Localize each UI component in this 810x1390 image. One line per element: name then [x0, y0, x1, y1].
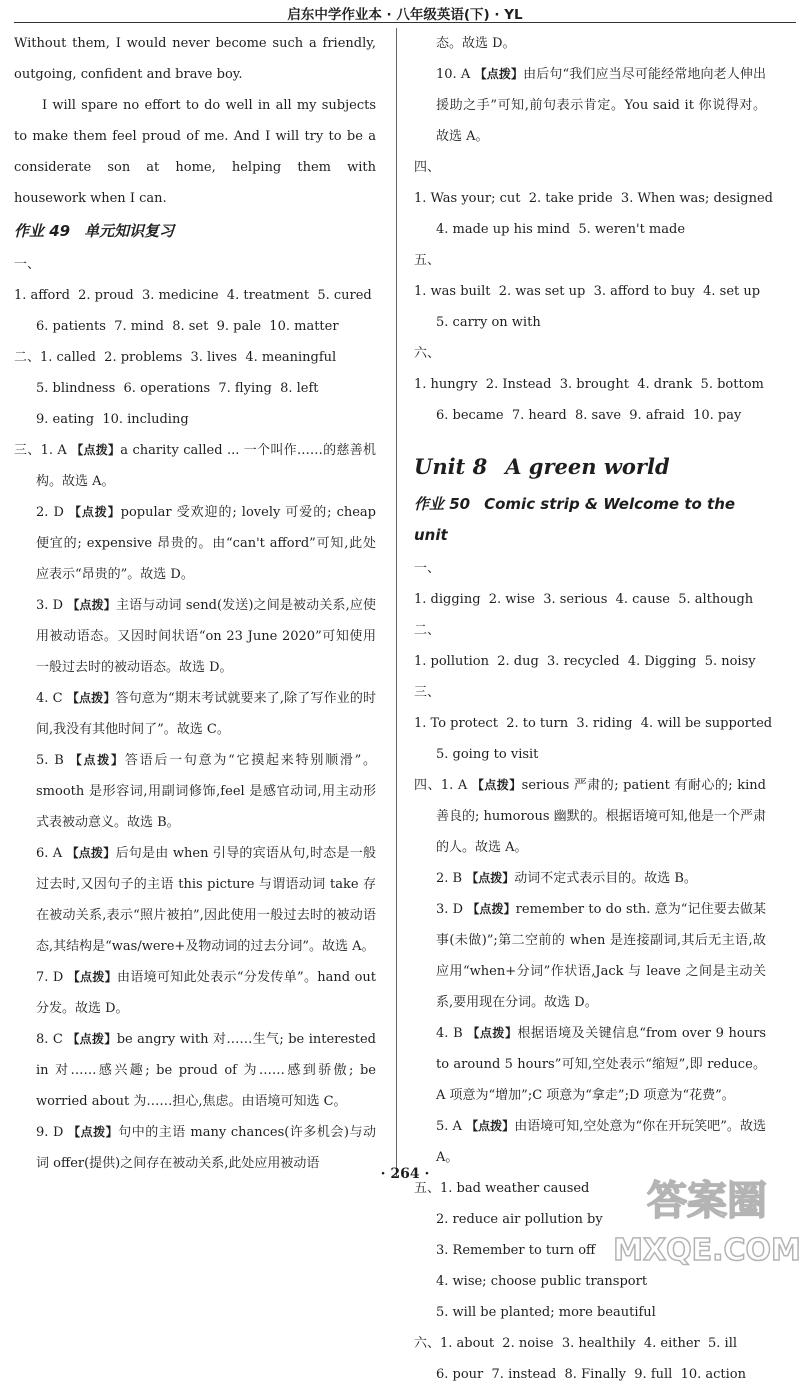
- answer-line: 3. Remember to turn off: [436, 1243, 596, 1258]
- explanation-item: [414, 863, 766, 894]
- column-divider: [396, 28, 397, 1176]
- item-text: be angry with 对……生气; be interested in 对……感兴趣; be proud of 为……感到骄傲; be worried about 为……担心,焦虑。由语境可知选 C。: [36, 1032, 376, 1109]
- homework-title: Comic strip & Welcome to the unit: [414, 495, 736, 544]
- answer-line: 5. will be planted; more beautiful: [436, 1305, 656, 1320]
- running-header: 启东中学作业本 · 八年级英语(下) · YL: [287, 7, 523, 23]
- hint-tag: 【点拨】: [471, 778, 522, 792]
- section-4: [414, 152, 774, 245]
- section-lead: 四、: [414, 160, 441, 175]
- answer-line: 2. reduce air pollution by: [436, 1212, 603, 1227]
- item-number: 3. D: [36, 598, 64, 613]
- answer-line: 1. pollution 2. dug 3. recycled 4. Digging 5. noisy: [414, 654, 756, 669]
- item-number: 3. D: [436, 902, 464, 917]
- answer-line: 6. patients 7. mind 8. set 9. pale 10. matter: [36, 319, 339, 334]
- item-number: 5. B: [36, 753, 64, 768]
- unit-heading: [414, 451, 766, 483]
- essay-paragraph-2: I will spare no effort to do well in all my subjects to make them feel proud of me. And I will try to be a considerate son at home, helping them with housework when I can.: [14, 98, 376, 206]
- hint-tag: 【点拨】: [68, 505, 121, 519]
- homework-number: 作业 49: [14, 222, 71, 240]
- item-text: 由语境可知此处表示“分发传单”。hand out 分发。故选 D。: [36, 970, 376, 1016]
- hint-tag: 【点拨】: [466, 871, 515, 885]
- essay-paragraph-1: Without them, I would never become such a friendly, outgoing, confident and brave boy.: [14, 36, 376, 82]
- item-text: 句中的主语 many chances(许多机会)与动词 offer(提供)之间存在被动关系,此处应用被动语: [36, 1125, 377, 1171]
- item-number: 6. A: [36, 846, 63, 861]
- item-number: 4. B: [436, 1026, 463, 1041]
- section-lead: 三、: [414, 685, 441, 700]
- item-number: 10. A: [436, 67, 471, 82]
- section-b6: [414, 1328, 766, 1390]
- answer-line: 1. digging 2. wise 3. serious 4. cause 5. although: [414, 592, 754, 607]
- answer-line: 1. called 2. problems 3. lives 4. meaningful: [40, 350, 337, 365]
- item-number: 5. A: [436, 1119, 462, 1134]
- section-1: [14, 249, 376, 342]
- section-lead: 一、: [414, 561, 441, 576]
- answer-line: 1. To protect 2. to turn 3. riding 4. will be supported: [414, 716, 773, 731]
- section-b4: [414, 770, 766, 1173]
- answer-line: 9. eating 10. including: [36, 412, 189, 427]
- item-text: 答句意为“期末考试就要来了,除了写作业的时间,我没有其他时间了”。故选 C。: [36, 691, 376, 737]
- hint-tag: 【点拨】: [467, 1026, 518, 1040]
- explanation-item: [14, 497, 376, 590]
- answer-line: 1. Was your; cut 2. take pride 3. When was; designed: [414, 191, 774, 206]
- left-column: [14, 28, 376, 1179]
- answer-line: 1. was built 2. was set up 3. afford to buy 4. set up: [414, 284, 761, 299]
- explanation-item: [14, 962, 376, 1024]
- unit-number: Unit 8: [414, 454, 488, 479]
- explanation-item: [414, 1018, 766, 1111]
- item-text: 答语后一句意为“它摸起来特别顺滑”。smooth 是形容词,用副词修饰,feel 是感官动词,用主动形式表被动意义。故选 B。: [36, 753, 377, 830]
- item-text: 后句是由 when 引导的宾语从句,时态是一般过去时,又因句子的主语 this picture 与谓语动词 take 存在被动关系,表示“照片被拍”,因此使用一般过去时的被动语态,其结构是“was/were+及物动词的过去分词”。故选 A。: [36, 846, 376, 954]
- section-lead: 二、: [14, 350, 41, 365]
- explanation-item: [14, 435, 376, 497]
- section-lead: 三、: [14, 443, 41, 458]
- homework-49-heading: [14, 216, 376, 247]
- section-lead: 六、: [414, 346, 441, 361]
- section-6: [414, 338, 766, 431]
- item-text: 动词不定式表示目的。故选 B。: [514, 871, 697, 886]
- answer-line: 1. bad weather caused: [440, 1181, 590, 1196]
- item-text: popular 受欢迎的; lovely 可爱的; cheap 便宜的; expensive 昂贵的。由“can't afford”可知,此处应表示“昂贵的”。故选 D。: [36, 505, 376, 582]
- item-number: 7. D: [36, 970, 64, 985]
- section-b1: [414, 553, 766, 615]
- page-number: · 264 ·: [380, 1166, 430, 1182]
- header-rule: [14, 22, 796, 23]
- hint-tag: 【点拨】: [467, 902, 516, 916]
- section-lead: 一、: [14, 257, 41, 272]
- item-number: 1. A: [440, 778, 468, 793]
- item-text: 主语与动词 send(发送)之间是被动关系,应使用被动语态。又因时间状语“on 23 June 2020”可知使用一般过去时的被动语态。故选 D。: [36, 598, 376, 675]
- explanation-item: [414, 770, 766, 863]
- item-text: remember to do sth. 意为“记住要去做某事(未做)”;第二空前的 when 是连接副词,其后无主语,故应用“when+分词”作状语,Jack 与 leave 之间是主动关系,要用现在分词。故选 D。: [436, 902, 766, 1010]
- hint-tag: 【点拨】: [66, 691, 116, 705]
- section-3: [14, 435, 376, 1179]
- hint-tag: 【点拨】: [71, 443, 121, 457]
- item-text: 由后句“我们应当尽可能经常地向老人伸出援助之手”可知,前句表示肯定。You said it 你说得对。故选 A。: [436, 67, 766, 144]
- section-lead: 五、: [414, 253, 441, 268]
- explanation-item: [414, 59, 766, 152]
- section-5: [414, 245, 766, 338]
- explanation-item: [14, 683, 376, 745]
- answer-line: 1. hungry 2. Instead 3. brought 4. drank 5. bottom: [414, 377, 764, 392]
- unit-title: A green world: [505, 454, 670, 479]
- answer-line: 6. pour 7. instead 8. Finally 9. full 10. action: [436, 1367, 747, 1382]
- answer-line: 1. about 2. noise 3. healthily 4. either 5. ill: [440, 1336, 738, 1351]
- section-lead: 四、: [414, 778, 441, 793]
- item-text: a charity called ... 一个叫作……的慈善机构。故选 A。: [36, 443, 376, 489]
- answer-line: 5. carry on with: [436, 315, 541, 330]
- homework-title: 单元知识复习: [84, 222, 175, 240]
- answer-line: 6. became 7. heard 8. save 9. afraid 10. pay: [436, 408, 742, 423]
- explanation-item: [14, 838, 376, 962]
- watermark-logo: [612, 1164, 802, 1274]
- item-number: 4. C: [36, 691, 63, 706]
- section-lead: 六、: [414, 1336, 441, 1351]
- hint-tag: 【点拨】: [474, 67, 524, 81]
- section-b3: [414, 677, 773, 770]
- explanation-item: [14, 1024, 376, 1117]
- item-text: 根据语境及关键信息“from over 9 hours to around 5 hours”可知,空处表示“缩短”,即 reduce。A 项意为“增加”;C 项意为“拿走”;D 项意为“花费”。: [436, 1026, 767, 1103]
- section-lead: 五、: [414, 1181, 441, 1196]
- answer-line: 1. afford 2. proud 3. medicine 4. treatment 5. cured: [14, 288, 372, 303]
- continued-text: 态。故选 D。: [436, 36, 516, 51]
- watermark-line-1: 答案圈: [647, 1178, 767, 1224]
- hint-tag: 【点拨】: [67, 1032, 117, 1046]
- item-number: 8. C: [36, 1032, 63, 1047]
- hint-tag: 【点拨】: [69, 753, 125, 767]
- item-text: serious 严肃的; patient 有耐心的; kind 善良的; humorous 幽默的。根据语境可知,他是一个严肃的人。故选 A。: [436, 778, 766, 855]
- answer-line: 4. made up his mind 5. weren't made: [436, 222, 686, 237]
- explanation-item: [414, 894, 766, 1018]
- homework-number: 作业 50: [414, 495, 471, 513]
- hint-tag: 【点拨】: [66, 846, 116, 860]
- answer-line: 5. blindness 6. operations 7. flying 8. left: [36, 381, 319, 396]
- answer-line: 4. wise; choose public transport: [436, 1274, 648, 1289]
- item-number: 2. D: [36, 505, 64, 520]
- item-text: 由语境可知,空处意为“你在开玩笑吧”。故选 A。: [436, 1119, 766, 1165]
- hint-tag: 【点拨】: [68, 1125, 119, 1139]
- hint-tag: 【点拨】: [466, 1119, 515, 1133]
- hint-tag: 【点拨】: [67, 970, 117, 984]
- answer-line: 5. going to visit: [436, 747, 539, 762]
- explanation-item: [14, 745, 376, 838]
- section-2: [14, 342, 376, 435]
- item-number: 2. B: [436, 871, 463, 886]
- hint-tag: 【点拨】: [67, 598, 116, 612]
- item-number: 1. A: [40, 443, 67, 458]
- section-lead: 二、: [414, 623, 441, 638]
- item-number: 9. D: [36, 1125, 64, 1140]
- section-b2: [414, 615, 766, 677]
- homework-50-heading: [414, 489, 766, 551]
- explanation-item: [14, 590, 376, 683]
- watermark-line-2: MXQE.COM: [613, 1233, 801, 1268]
